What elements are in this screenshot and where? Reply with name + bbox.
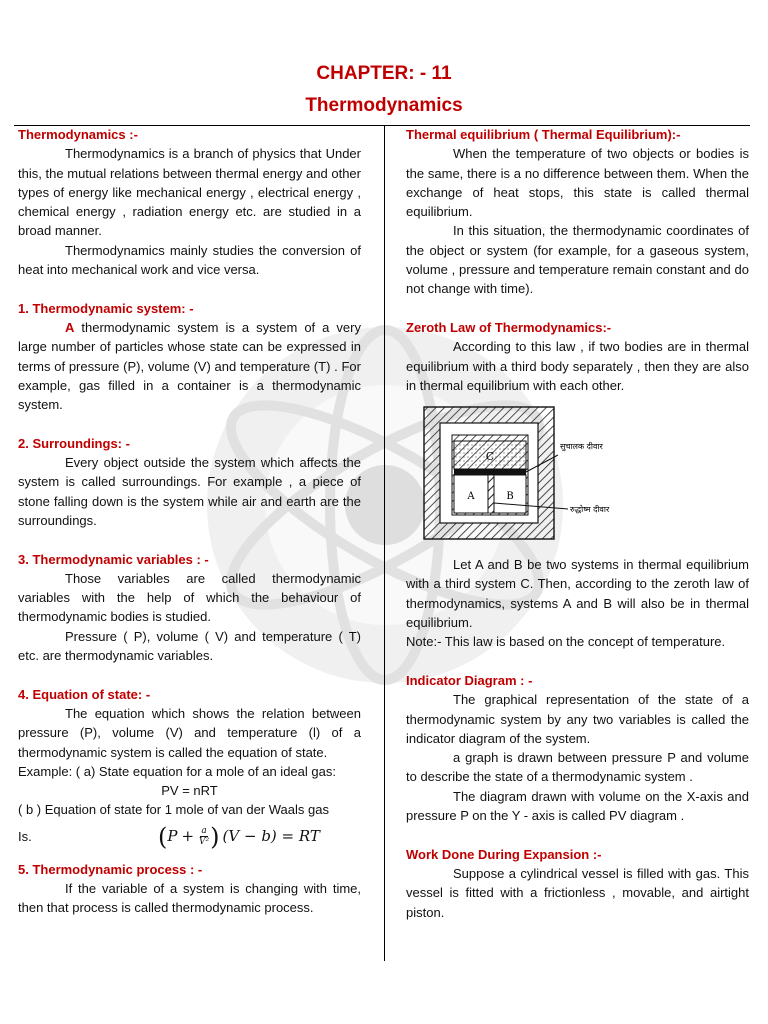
- zeroth-law-paragraph-1: According to this law , if two bodies are in thermal equilibrium with a third body separately , then they are also in thermal equilibrium with each other.: [406, 339, 749, 393]
- van-der-waals-row: [18, 820, 361, 854]
- zeroth-law-heading: Zeroth Law of Thermodynamics:-: [406, 319, 612, 335]
- system-heading: 1. Thermodynamic system: -: [18, 300, 194, 316]
- formula-plus: +: [181, 827, 195, 846]
- formula-rest: (V − b) = RT: [222, 827, 320, 846]
- process-heading: 5. Thermodynamic process : -: [18, 861, 203, 877]
- label-c: C: [485, 450, 495, 464]
- thermodynamics-paragraph-2: Thermodynamics mainly studies the conversion of heat into mechanical work and vice versa.: [18, 242, 361, 278]
- variables-paragraph-1: Those variables are called thermodynamic variables with the help of which the behaviour of thermodynamic bodies is studied.: [18, 570, 361, 625]
- zeroth-law-paragraph-2: Let A and B be two systems in thermal equilibrium with a third system C. Then, according to the zeroth law of thermodynamics, systems A and B will also be in thermal equilibrium.: [406, 557, 749, 631]
- conducting-wall: [454, 469, 526, 475]
- right-column: [406, 125, 749, 922]
- label-b: B: [506, 491, 514, 503]
- van-der-waals-intro: ( b ) Equation of state for 1 mole of van der Waals gas: [18, 802, 329, 818]
- equation-of-state-heading: 4. Equation of state: -: [18, 686, 151, 702]
- formula-denominator: V²: [199, 837, 210, 848]
- thermal-equilibrium-paragraph-1: When the temperature of two objects or bodies is the same, there is a no difference between them. When the exchange of heat stops, this state is called thermal equilibrium.: [406, 146, 749, 220]
- zeroth-law-diagram: [406, 403, 749, 543]
- chapter-number: CHAPTER: - 11: [316, 63, 452, 84]
- indicator-diagram-paragraph-1: The graphical representation of the state of a thermodynamic system by any two variables is called the indicator diagram of the system.: [406, 692, 749, 746]
- system-lead-letter: A: [65, 319, 75, 335]
- label-a: A: [467, 491, 475, 503]
- indicator-diagram-paragraph-2: a graph is drawn between pressure P and volume to describe the state of a thermodynamic system .: [406, 750, 749, 785]
- variables-paragraph-2: Pressure ( P), volume ( V) and temperature ( T) etc. are thermodynamic variables.: [18, 628, 361, 664]
- label-insulating-wall: रुद्धोष्म दीवार: [570, 505, 610, 515]
- van-der-waals-is: Is.: [18, 829, 32, 845]
- thermodynamics-paragraph-1: Thermodynamics is a branch of physics that Under this, the mutual relations between thermal energy and other types of energy like mechanical energy , electrical energy , chemical energy , radiation energy etc. are studied in a broad manner.: [18, 146, 361, 239]
- formula-fraction: [199, 826, 209, 847]
- zeroth-law-diagram-svg: [406, 403, 749, 543]
- column-divider: [384, 125, 385, 961]
- formula-numerator: a: [201, 826, 207, 837]
- formula-p: P: [167, 827, 178, 846]
- ideal-gas-example: Example: ( a) State equation for a mole of an ideal gas:: [18, 763, 336, 779]
- indicator-diagram-heading: Indicator Diagram : -: [406, 672, 533, 688]
- system-paragraph-text: thermodynamic system is a system of a very large number of particles whose state can be expressed in terms of pressure (P), volume (V) and temperature (T) . For example, gas filled in a container is a thermodynamic system.: [18, 319, 361, 413]
- thermodynamics-heading: Thermodynamics :-: [18, 127, 138, 142]
- work-done-paragraph: Suppose a cylindrical vessel is filled with gas. This vessel is fitted with a frictionless , movable, and airtight piston.: [406, 865, 749, 920]
- thermal-equilibrium-heading: Thermal equilibrium ( Thermal Equilibrium):-: [406, 127, 681, 142]
- thermal-equilibrium-paragraph-2: In this situation, the thermodynamic coordinates of the object or system (for example, for a gaseous system, volume , pressure and temperature remain constant and do not change with time).: [406, 223, 749, 297]
- variables-heading: 3. Thermodynamic variables : -: [18, 551, 209, 567]
- van-der-waals-equation: ( P + $\frac{a}{\text{V²}}$ ) (V − b) = RT: [158, 822, 320, 851]
- system-paragraph: [18, 318, 361, 414]
- work-done-heading: Work Done During Expansion :-: [406, 846, 602, 862]
- page-header: [0, 60, 768, 121]
- surroundings-paragraph: Every object outside the system which affects the system is called surroundings. For example , a piece of stone falling down is the system while air and earth are the surroundings.: [18, 455, 361, 528]
- label-conducting-wall: सुचालक दीवार: [560, 442, 603, 452]
- process-paragraph: If the variable of a system is changing with time, then that process is called thermodynamic process.: [18, 880, 361, 916]
- left-column: [18, 125, 361, 918]
- adiabatic-separator: [488, 475, 494, 513]
- ideal-gas-equation: PV = nRT: [161, 783, 218, 799]
- surroundings-heading: 2. Surroundings: -: [18, 435, 130, 451]
- chapter-title: Thermodynamics: [305, 95, 463, 116]
- equation-of-state-paragraph: The equation which shows the relation between pressure (P), volume (V) and temperature (l) of a thermodynamic system is called the equation of state.: [18, 705, 361, 760]
- zeroth-law-note: Note:- This law is based on the concept of temperature.: [406, 634, 726, 650]
- indicator-diagram-paragraph-3: The diagram drawn with volume on the X-axis and pressure P on the Y - axis is called PV diagram .: [406, 788, 749, 824]
